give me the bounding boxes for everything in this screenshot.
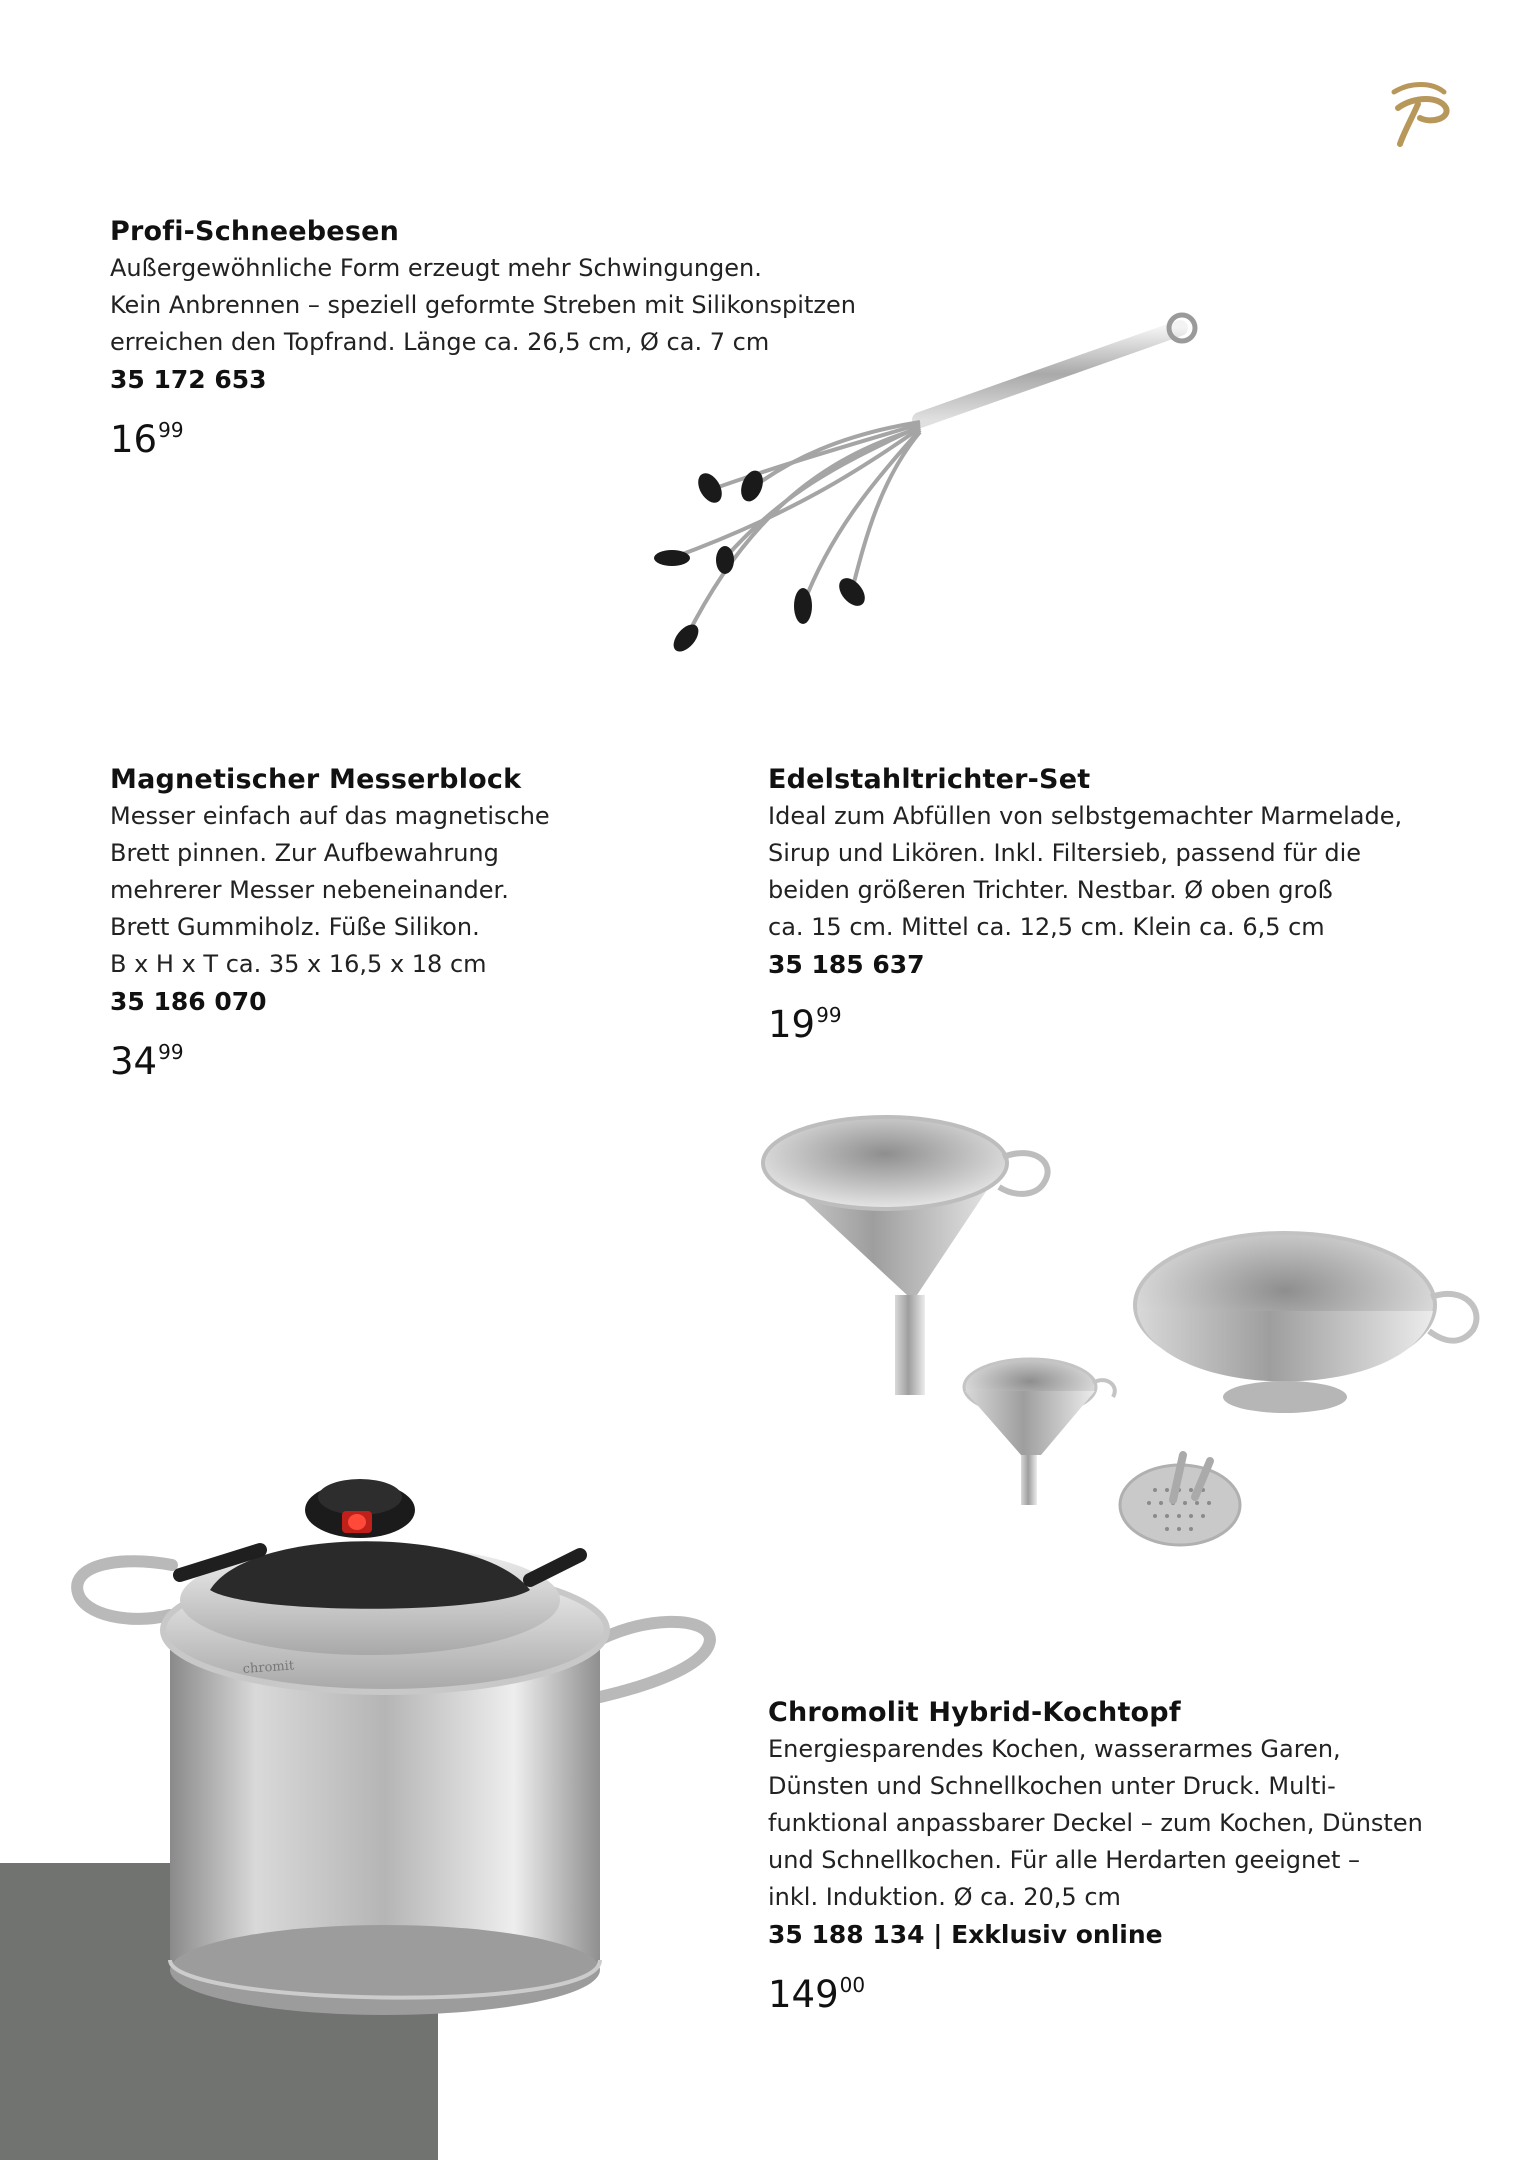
- price-cents: 99: [158, 418, 184, 442]
- price-main: 16: [110, 418, 158, 461]
- product-description: [768, 798, 1402, 946]
- description-line: Brett Gummiholz. Füße Silikon.: [110, 913, 480, 941]
- description-line: inkl. Induktion. Ø ca. 20,5 cm: [768, 1883, 1121, 1911]
- description-line: Außergewöhnliche Form erzeugt mehr Schwingungen.: [110, 254, 762, 282]
- description-line: erreichen den Topfrand. Länge ca. 26,5 cm, Ø ca. 7 cm: [110, 328, 770, 356]
- product-price: [768, 1963, 1423, 2017]
- product-title: Edelstahltrichter-Set: [768, 764, 1091, 795]
- product-sku: 35 185 637: [768, 950, 925, 979]
- product-title: Chromolit Hybrid-Kochtopf: [768, 1697, 1181, 1728]
- svg-text:chromit: chromit: [242, 1658, 295, 1677]
- product-title: Profi-Schneebesen: [110, 216, 400, 247]
- description-line: B x H x T ca. 35 x 16,5 x 18 cm: [110, 950, 487, 978]
- product-sku: 35 186 070: [110, 987, 267, 1016]
- product-title: Magnetischer Messerblock: [110, 764, 522, 795]
- product-cooking-pot: [768, 1695, 1423, 2017]
- price-cents: 99: [816, 1003, 842, 1027]
- product-price: [768, 993, 1402, 1047]
- whisk-photo: [520, 300, 1220, 720]
- description-line: Brett pinnen. Zur Aufbewahrung: [110, 839, 499, 867]
- description-line: und Schnellkochen. Für alle Herdarten geeignet –: [768, 1846, 1361, 1874]
- product-funnel-set: [768, 762, 1402, 1047]
- description-line: Ideal zum Abfüllen von selbstgemachter Marmelade,: [768, 802, 1403, 830]
- description-line: Sirup und Likören. Inkl. Filtersieb, passend für die: [768, 839, 1362, 867]
- product-sku: 35 172 653: [110, 365, 267, 394]
- description-line: mehrerer Messer nebeneinander.: [110, 876, 509, 904]
- product-sku: 35 188 134 | Exklusiv online: [768, 1920, 1163, 1949]
- price-main: 34: [110, 1040, 158, 1083]
- product-price: [110, 1030, 550, 1084]
- description-line: beiden größeren Trichter. Nestbar. Ø oben groß: [768, 876, 1333, 904]
- price-cents: 00: [839, 1973, 866, 1997]
- description-line: Messer einfach auf das magnetische: [110, 802, 550, 830]
- brand-logo: [1388, 78, 1450, 148]
- product-knife-block: [110, 762, 550, 1084]
- price-cents: 99: [158, 1040, 184, 1064]
- description-line: Kein Anbrennen – speziell geformte Streben mit Silikonspitzen: [110, 291, 856, 319]
- product-description: [768, 1731, 1423, 1916]
- description-line: Energiesparendes Kochen, wasserarmes Garen,: [768, 1735, 1341, 1763]
- price-main: 19: [768, 1003, 816, 1046]
- product-description: [110, 798, 550, 983]
- price-main: 149: [768, 1973, 839, 2016]
- description-line: Dünsten und Schnellkochen unter Druck. Multi-: [768, 1772, 1336, 1800]
- cooking-pot-photo: [60, 1415, 730, 2035]
- funnel-set-photo: [755, 1105, 1495, 1555]
- description-line: ca. 15 cm. Mittel ca. 12,5 cm. Klein ca. 6,5 cm: [768, 913, 1325, 941]
- description-line: funktional anpassbarer Deckel – zum Kochen, Dünsten: [768, 1809, 1423, 1837]
